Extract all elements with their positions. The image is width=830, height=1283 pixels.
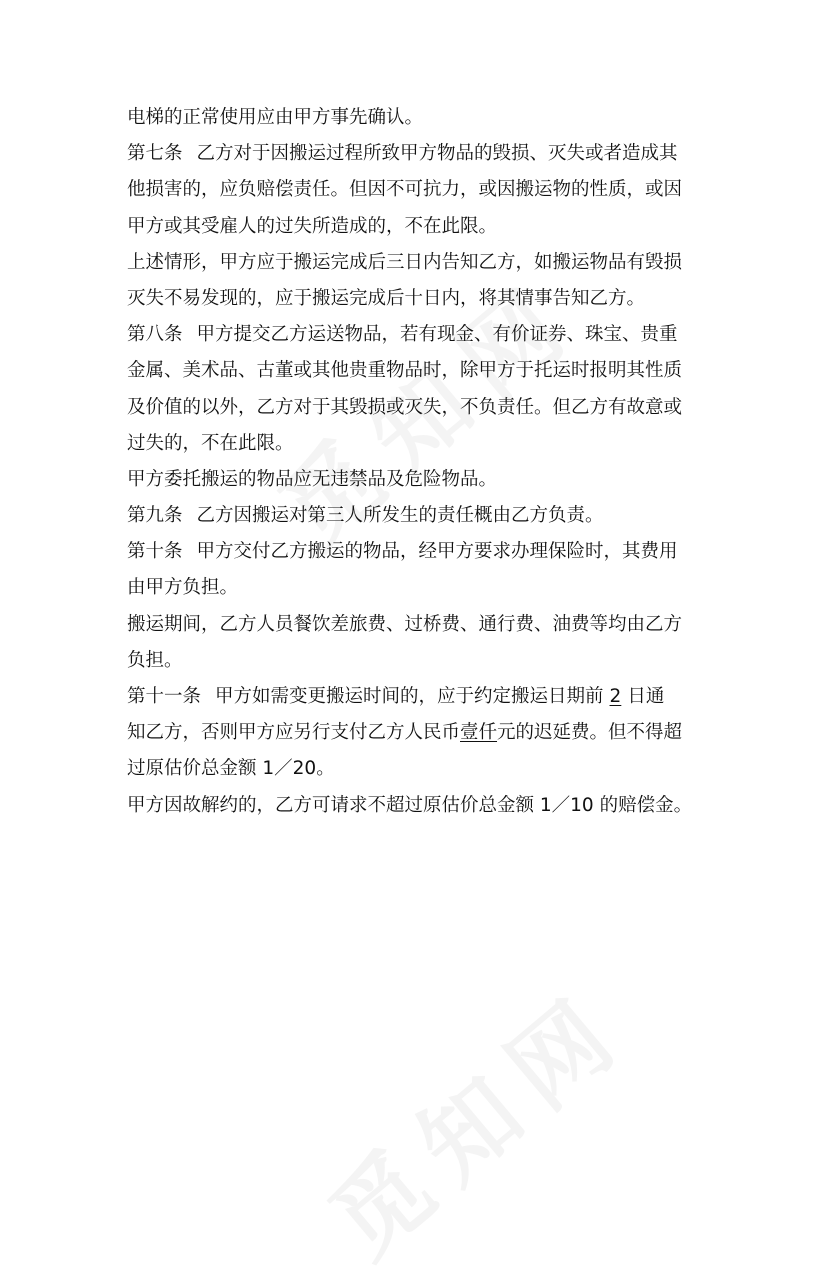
document-body [127,104,709,828]
paragraph-line: 甲方因故解约的，乙方可请求不超过原估价总金额 1／10 的赔偿金。 [127,794,693,816]
paragraph-line: 甲方或其受雇人的过失所造成的，不在此限。 [127,215,498,237]
paragraph-line: 由甲方负担。 [127,577,239,599]
paragraph-line: 第九条 乙方因搬运对第三人所发生的责任概由乙方负责。 [127,505,604,527]
paragraph-line: 甲方委托搬运的物品应无违禁品及危险物品。 [127,468,498,490]
article-number: 第九条 [127,505,183,527]
days-blank: 2 [609,686,622,707]
paragraph-line: 第八条 甲方提交乙方运送物品，若有现金、有价证券、珠宝、贵重 [127,324,678,346]
paragraph-line: 负担。 [127,649,183,671]
paragraph-line: 搬运期间，乙方人员餐饮差旅费、过桥费、通行费、油费等均由乙方 [127,613,683,635]
paragraph-line: 金属、美术品、古董或其他贵重物品时，除甲方于托运时报明其性质 [127,360,683,382]
paragraph-line: 上述情形，甲方应于搬运完成后三日内告知乙方，如搬运物品有毁损 [127,251,683,273]
paragraph-line: 电梯的正常使用应由甲方事先确认。 [127,107,424,128]
paragraph-line: 第七条 乙方对于因搬运过程所致甲方物品的毁损、灭失或者造成其 [127,143,678,165]
paragraph-line: 过原估价总金额 1／20。 [127,758,335,780]
amount-blank: 壹仟 [460,722,498,744]
article-number: 第七条 [127,143,183,165]
paragraph-line: 知乙方，否则甲方应另行支付乙方人民币壹仟元的迟延费。但不得超 [127,722,683,744]
article-number: 第十条 [127,541,183,563]
paragraph-line: 他损害的，应负赔偿责任。但因不可抗力，或因搬运物的性质，或因 [127,179,683,201]
paragraph-line: 第十一条 甲方如需变更搬运时间的，应于约定搬运日期前 2 日通 [127,683,709,711]
paragraph-line: 过失的，不在此限。 [127,432,294,454]
article-number: 第八条 [127,324,183,346]
paragraph-line: 及价值的以外，乙方对于其毁损或灭失，不负责任。但乙方有故意或 [127,396,683,418]
watermark [297,954,652,1283]
paragraph-line: 第十条 甲方交付乙方搬运的物品，经甲方要求办理保险时，其费用 [127,541,678,563]
article-number: 第十一条 [127,686,202,707]
paragraph-line: 灭失不易发现的，应于搬运完成后十日内，将其情事告知乙方。 [127,287,646,309]
